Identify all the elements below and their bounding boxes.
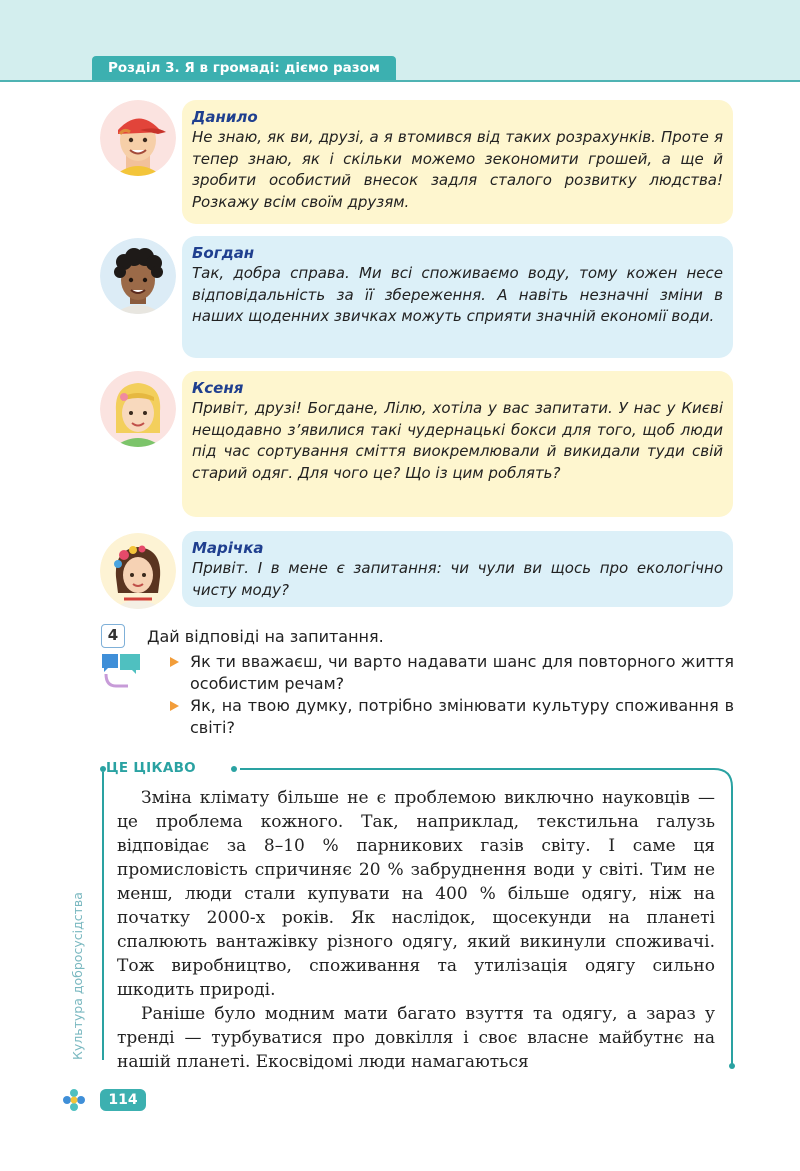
question-text: Як ти вважаєш, чи варто надавати шанс для повторного життя особистим речам?: [190, 652, 734, 693]
girl-flowers-avatar-icon: [100, 533, 176, 609]
boy-curly-avatar-icon: [100, 238, 176, 314]
speaker-name: Богдан: [192, 244, 255, 262]
question-list: [170, 651, 734, 739]
chat-bubbles-icon: [100, 652, 142, 690]
speech-text: Не знаю, як ви, друзі, а я втомився від таких розрахунків. Проте я тепер знаю, як і скільки можемо зекономити грошей, а ще й зробити особистий внесок задля сталого розвитку людства! Розкажу всім своїм друзям.: [192, 128, 723, 211]
speech-bubble: [182, 236, 733, 358]
side-chapter-label: Культура добросусідства: [70, 892, 85, 1060]
triangle-bullet-icon: [170, 701, 179, 711]
section-title: Розділ 3. Я в громаді: діємо разом: [92, 56, 396, 80]
fact-paragraph: Раніше було модним мати багато взуття та одягу, а зараз у тренді — турбуватися про довкілля і своє власне майбутнє на нашій планеті. Екосвідомі люди намагаються: [117, 1004, 715, 1072]
speaker-name: Марічка: [192, 539, 264, 557]
page-number: 114: [100, 1089, 146, 1111]
speaker-name: Данило: [192, 108, 258, 126]
speech-text: Так, добра справа. Ми всі споживаємо воду, тому кожен несе відповідальність за її збереження. А навіть незначні зміни в наших щоденних звичках можуть сприяти значній економії води.: [192, 264, 723, 325]
speech-text: Привіт. І в мене є запитання: чи чули ви щось про екологічно чисту моду?: [192, 559, 723, 599]
speech-bubble: [182, 371, 733, 517]
question-text: Як, на твою думку, потрібно змінювати культуру споживання в світі?: [190, 696, 734, 737]
list-item: [170, 695, 734, 739]
task-title: Дай відповіді на запитання.: [147, 627, 384, 646]
task-number: 4: [101, 624, 125, 648]
speech-bubble: [182, 100, 733, 224]
speaker-name: Ксеня: [192, 379, 244, 397]
list-item: [170, 651, 734, 695]
speech-bubble: [182, 531, 733, 607]
fact-paragraph: Зміна клімату більше не є проблемою виключно науковців — це проблема кожного. Так, наприклад, текстильна галузь відповідає за 8–10 % парникових газів світу. І саме ця промисловість спричиняє 20 % забруднення води у світі. Тим не менш, люди стали купувати на 400 % більше одягу, ніж на початку 2000-х років. Як наслідок, щосекунди на планеті спалюють вантажівку різного одягу, який викинули споживачі. Тож виробництво, споживання та утилізація одягу сильно шкодить природі.: [117, 788, 715, 1000]
speech-text: Привіт, друзі! Богдане, Лілю, хотіла у вас запитати. У нас у Києві нещодавно з’явилися такі чудернацькі бокси для того, щоб люди під час сортування сміття виокремлювали й викидали туди свій старий одяг. Для чого це? Що із цим роблять?: [192, 399, 723, 482]
fact-heading: ЦЕ ЦІКАВО: [106, 760, 196, 776]
fact-body: [117, 786, 715, 1074]
boy-cap-avatar-icon: [100, 100, 176, 176]
triangle-bullet-icon: [170, 657, 179, 667]
flower-icon: [62, 1088, 86, 1112]
girl-blonde-avatar-icon: [100, 371, 176, 447]
